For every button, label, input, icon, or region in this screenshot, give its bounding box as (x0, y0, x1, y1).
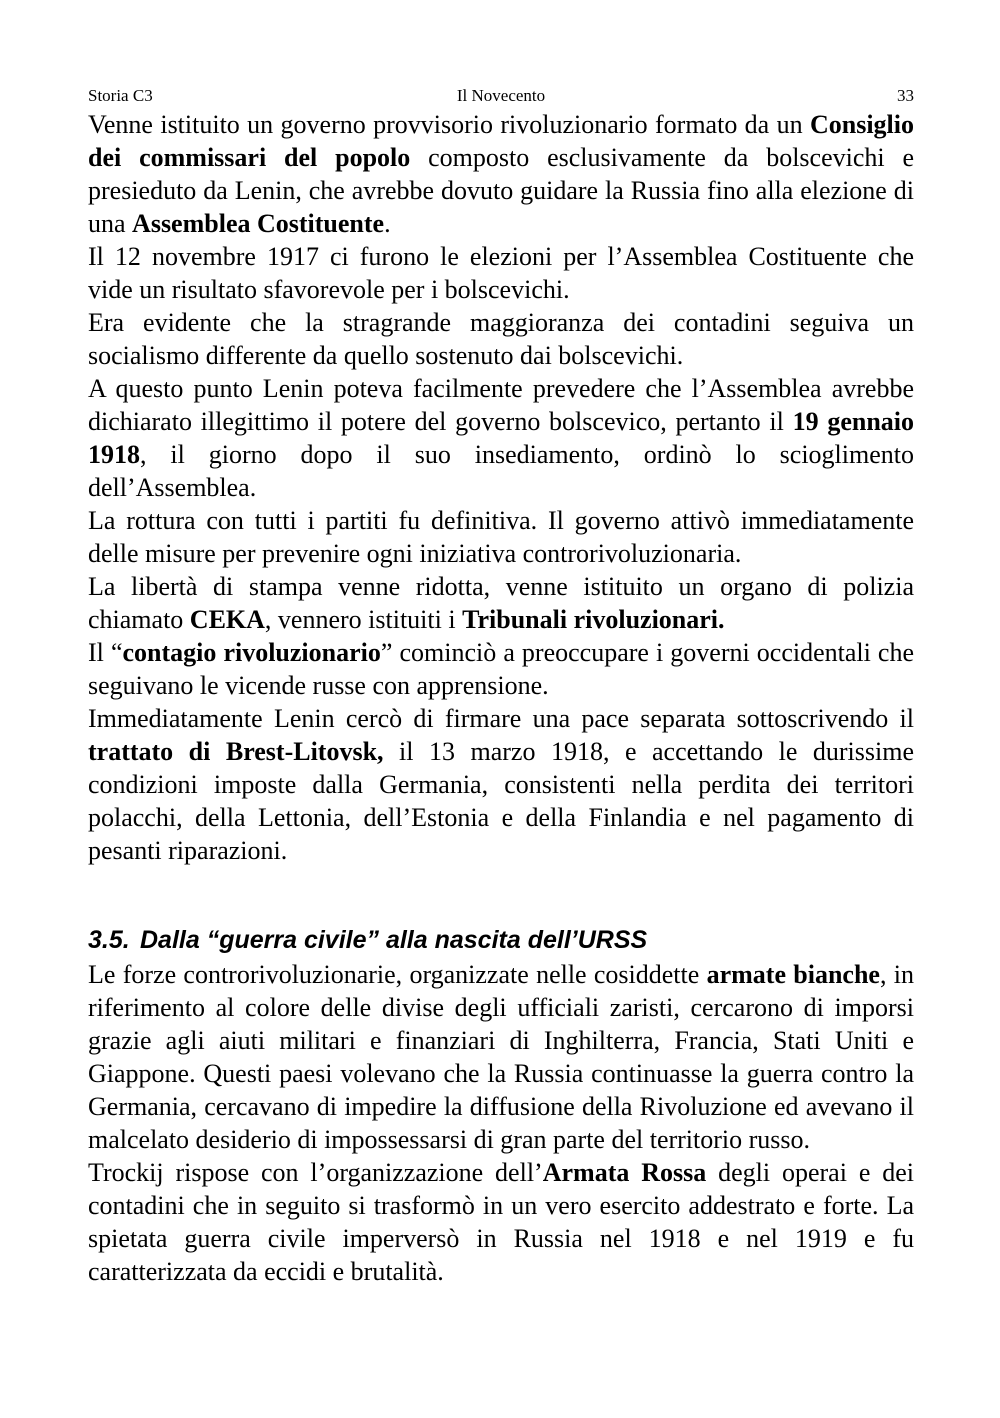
bold-term-council: Consiglio dei commissari del popolo (88, 110, 914, 172)
paragraph-white-armies (88, 958, 914, 1156)
bold-term-white-armies: armate bianche (706, 960, 880, 989)
section-title: Dalla “guerra civile” alla nascita dell’URSS (140, 926, 648, 954)
section-number: 3.5. (88, 926, 130, 954)
paragraph-contagion (88, 636, 914, 702)
text-run: ” cominciò a preoccupare i governi occidentali che seguivano le vicende russe con apprensione. (88, 638, 914, 700)
text-run: Trockij rispose con l’organizzazione dell’ (88, 1158, 543, 1187)
paragraph-rupture (88, 504, 914, 570)
text-run: il 13 marzo 1918, e accettando le durissime condizioni imposte dalla Germania, consistenti nella perdita dei territori polacchi, della Lettonia, dell’Estonia e della Finlandia e nel pagamento di pesanti riparazioni. (88, 737, 915, 865)
paragraph-elections (88, 240, 914, 306)
bold-term-contagion: contagio rivoluzionario (122, 638, 381, 667)
paragraph-press-freedom (88, 570, 914, 636)
text-run: Il “ (88, 638, 123, 667)
header-chapter-title: Il Novecento (456, 86, 546, 105)
text-run: composto esclusivamente da bolscevichi e presieduto da Lenin, che avrebbe dovuto guidare la Russia fino alla elezione di una (88, 143, 914, 238)
text-run: Immediatamente Lenin cercò di firmare una pace separata sottoscrivendo il (88, 704, 914, 733)
bold-term-ceka: CEKA (189, 605, 265, 634)
bold-term-tribunals: Tribunali rivoluzionari. (462, 605, 725, 634)
text-run: , in riferimento al colore delle divise degli ufficiali zaristi, cercarono di imporsi grazie agli aiuti militari e finanziari di Inghilterra, Francia, Stati Uniti e Giappone. Questi paesi volevano che la Russia continuasse la guerra contro la Germania, cercavano di impedire la diffusione della Rivoluzione ed avevano il malcelato desiderio di impossessarsi di gran parte del territorio russo. (88, 960, 914, 1154)
header-course-title: Storia C3 (88, 86, 153, 105)
paragraph-dissolution (88, 372, 914, 504)
text-run: Era evidente che la stragrande maggioranza dei contadini seguiva un socialismo differente da quello sostenuto dai bolscevichi. (88, 308, 914, 370)
section-heading (88, 923, 914, 957)
paragraph-provisional-government (88, 108, 914, 240)
paragraph-peasants (88, 306, 914, 372)
text-run: Il 12 novembre 1917 ci furono le elezioni per l’Assemblea Costituente che vide un risultato sfavorevole per i bolscevichi. (88, 242, 914, 304)
text-run: . (384, 209, 391, 238)
bold-term-treaty: trattato di Brest-Litovsk, (88, 737, 384, 766)
page-number: 33 (897, 86, 914, 105)
text-run: , il giorno dopo il suo insediamento, ordinò lo scioglimento dell’Assemblea. (88, 440, 914, 502)
page-header (88, 85, 914, 107)
text-run: La libertà di stampa venne ridotta, venne istituito un organo di polizia chiamato (88, 572, 914, 634)
text-run: Venne istituito un governo provvisorio rivoluzionario formato da un (88, 110, 810, 139)
text-run: , vennero istituiti i (264, 605, 463, 634)
text-run: La rottura con tutti i partiti fu definitiva. Il governo attivò immediatamente delle misure per prevenire ogni iniziativa controrivoluzionaria. (88, 506, 914, 568)
text-run: A questo punto Lenin poteva facilmente prevedere che l’Assemblea avrebbe dichiarato illegittimo il potere del governo bolscevico, pertanto il (88, 374, 914, 436)
bold-term-red-army: Armata Rossa (542, 1158, 707, 1187)
bold-term-constituent-assembly: Assemblea Costituente (132, 209, 385, 238)
bold-date: 19 gennaio 1918 (88, 407, 914, 469)
main-text (88, 108, 914, 867)
section-text (88, 958, 914, 1288)
paragraph-red-army (88, 1156, 914, 1288)
text-run: Le forze controrivoluzionarie, organizzate nelle cosiddette (88, 960, 707, 989)
text-run: degli operai e dei contadini che in seguito si trasformò in un vero esercito addestrato e forte. La spietata guerra civile imperversò in Russia nel 1918 e nel 1919 e fu caratterizzata da eccidi e brutalità. (88, 1158, 914, 1286)
paragraph-brest-litovsk (88, 702, 914, 867)
